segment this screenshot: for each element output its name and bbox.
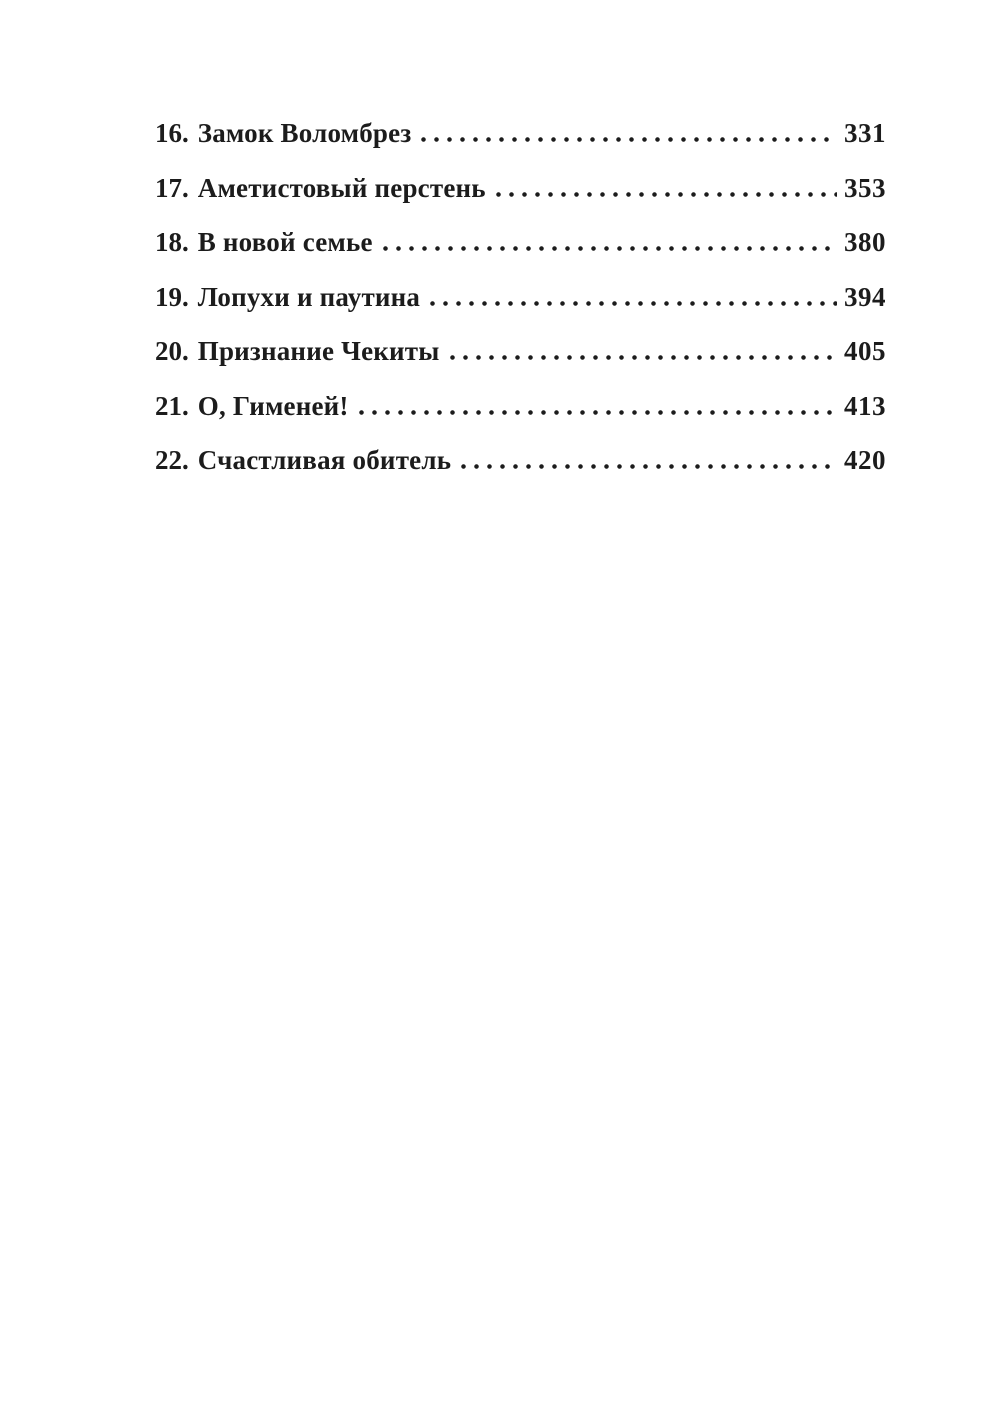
chapter-page-number: 413 — [844, 390, 886, 421]
toc-entry — [155, 446, 886, 474]
chapter-page-number: 420 — [844, 445, 886, 475]
chapter-title: Счастливая обитель — [197, 445, 452, 475]
chapter-title: В новой семье — [197, 227, 373, 257]
dot-leader — [417, 137, 837, 142]
chapter-page-number: 380 — [844, 227, 886, 257]
chapter-number: 18. — [155, 227, 189, 257]
toc-entry — [155, 392, 886, 420]
chapter-page-number: 353 — [844, 172, 886, 203]
chapter-number: 16. — [155, 118, 189, 148]
chapter-number: 19. — [155, 281, 189, 312]
dot-leader — [355, 410, 837, 415]
table-of-contents — [155, 119, 886, 501]
dot-leader — [446, 355, 837, 360]
toc-entry — [155, 174, 886, 202]
chapter-title: О, Гименей! — [197, 390, 349, 421]
chapter-number: 21. — [155, 390, 189, 421]
chapter-title: Признание Чекиты — [197, 336, 440, 366]
toc-entry — [155, 283, 886, 311]
chapter-page-number: 405 — [844, 336, 886, 366]
chapter-title: Аметистовый перстень — [197, 172, 486, 203]
toc-entry — [155, 119, 886, 147]
chapter-title: Замок Воломбрез — [197, 118, 412, 148]
toc-entry — [155, 228, 886, 256]
dot-leader — [426, 301, 837, 306]
toc-entry — [155, 337, 886, 365]
dot-leader — [379, 246, 837, 251]
chapter-number: 20. — [155, 336, 189, 366]
dot-leader — [457, 464, 837, 469]
dot-leader — [492, 192, 837, 197]
chapter-number: 22. — [155, 445, 189, 475]
chapter-page-number: 331 — [844, 118, 886, 148]
chapter-title: Лопухи и паутина — [197, 281, 421, 312]
chapter-page-number: 394 — [844, 281, 886, 312]
chapter-number: 17. — [155, 172, 189, 203]
